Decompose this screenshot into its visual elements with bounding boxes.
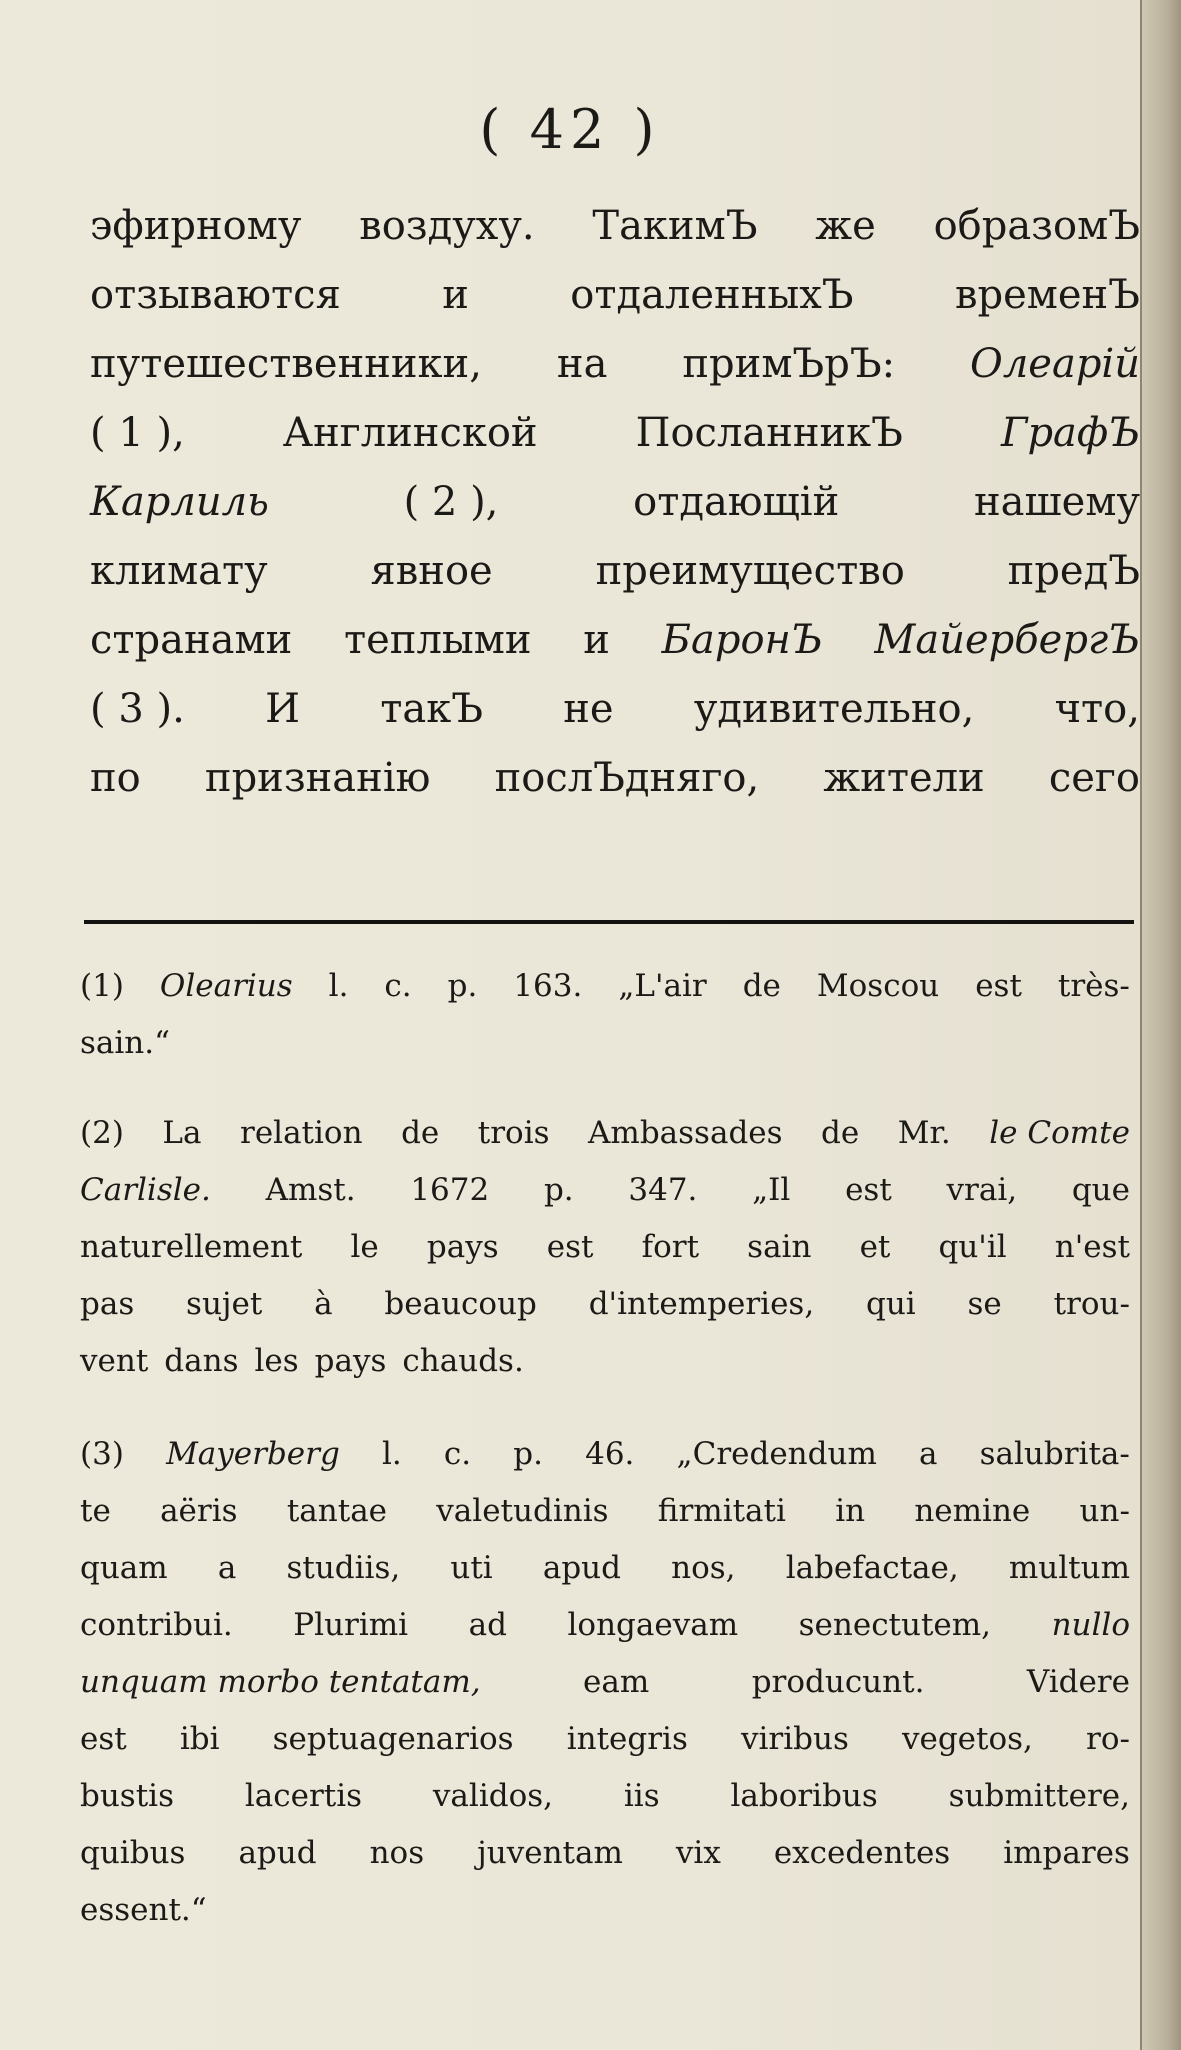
word: эфирному	[90, 203, 302, 249]
word: excedentes	[773, 1835, 951, 1871]
word: примЪрЪ:	[682, 341, 896, 387]
word: временЪ	[954, 272, 1140, 318]
word: vent	[80, 1343, 149, 1379]
word: нашему	[973, 479, 1140, 525]
word: bustis	[80, 1778, 174, 1814]
page-edge	[1140, 0, 1181, 2050]
word: lacertis	[244, 1778, 363, 1814]
word: 163.	[513, 968, 583, 1004]
word: 347.	[628, 1172, 698, 1208]
word: sain	[747, 1229, 812, 1265]
word: juventam	[477, 1835, 623, 1871]
word: странами	[90, 617, 293, 663]
word: multum	[1008, 1550, 1130, 1586]
word: Moscou	[816, 968, 940, 1004]
word: que	[1071, 1172, 1130, 1208]
word: 46.	[585, 1436, 635, 1472]
word: naturellement	[80, 1229, 303, 1265]
word: in	[835, 1493, 866, 1529]
word: est	[546, 1229, 594, 1265]
word: de	[821, 1115, 860, 1151]
text-line	[80, 1333, 1130, 1390]
word: теплыми	[344, 617, 532, 663]
text-line	[90, 468, 1140, 537]
word: impares	[1003, 1835, 1130, 1871]
word: beaucoup	[384, 1286, 537, 1322]
word: fort	[641, 1229, 700, 1265]
word: образомЪ	[933, 203, 1140, 249]
word: essent.“	[80, 1892, 207, 1928]
word: p.	[447, 968, 478, 1004]
word: же	[815, 203, 876, 249]
text-line	[80, 1483, 1130, 1540]
word: ПосланникЪ	[635, 410, 903, 456]
word: p.	[513, 1436, 543, 1472]
word: très-	[1057, 968, 1130, 1004]
word: „L'air	[618, 968, 707, 1004]
word: МайербергЪ	[874, 617, 1140, 663]
word: не	[563, 686, 614, 732]
word: и	[583, 617, 610, 663]
word: labefactae,	[785, 1550, 959, 1586]
word: ibi	[179, 1721, 220, 1757]
text-line	[90, 675, 1140, 744]
word: tantae	[286, 1493, 388, 1529]
word: firmitati	[657, 1493, 786, 1529]
text-line	[80, 958, 1130, 1015]
word: отдаленныхЪ	[570, 272, 854, 318]
word: quam	[80, 1550, 168, 1586]
text-line	[80, 1825, 1130, 1882]
word: nullo	[1051, 1607, 1130, 1643]
word: sujet	[186, 1286, 263, 1322]
word: (1)	[80, 968, 124, 1004]
word: 1672	[410, 1172, 490, 1208]
word: senectutem,	[798, 1607, 992, 1643]
word: te	[80, 1493, 111, 1529]
word: Карлиль	[90, 479, 269, 525]
word: „Il	[752, 1172, 791, 1208]
text-line	[80, 1426, 1130, 1483]
word: сего	[1048, 755, 1140, 801]
text-line	[90, 192, 1140, 261]
word: путешественники,	[90, 341, 482, 387]
word: и	[442, 272, 469, 318]
text-line	[90, 744, 1140, 813]
word: nos	[369, 1835, 425, 1871]
word: c.	[384, 968, 412, 1004]
word: et	[859, 1229, 891, 1265]
word: признанію	[204, 755, 431, 801]
word: климату	[90, 548, 268, 594]
word: pays	[314, 1343, 387, 1379]
word: „Credendum	[676, 1436, 877, 1472]
word: n'est	[1054, 1229, 1130, 1265]
word: такЪ	[380, 686, 483, 732]
word: de	[401, 1115, 440, 1151]
text-line	[80, 1105, 1130, 1162]
text-line	[80, 1768, 1130, 1825]
word: est	[80, 1721, 127, 1757]
footnote-3	[80, 1426, 1130, 1939]
word: (2)	[80, 1115, 124, 1151]
word: Англинской	[282, 410, 538, 456]
word: pays	[426, 1229, 499, 1265]
word: longaevam	[567, 1607, 739, 1643]
word: est	[845, 1172, 892, 1208]
word: Mayerberg	[166, 1436, 340, 1472]
text-line	[80, 1015, 1130, 1072]
text-line	[80, 1597, 1130, 1654]
word: pas	[80, 1286, 135, 1322]
word: Olearius	[159, 968, 293, 1004]
word: de	[742, 968, 781, 1004]
word: contribui.	[80, 1607, 233, 1643]
word: laboribus	[730, 1778, 878, 1814]
word: d'intemperies,	[588, 1286, 815, 1322]
word: relation	[240, 1115, 363, 1151]
word: est	[975, 968, 1022, 1004]
word: vegetos,	[901, 1721, 1033, 1757]
text-line	[90, 399, 1140, 468]
word: trou-	[1053, 1286, 1130, 1322]
word: ad	[468, 1607, 507, 1643]
word: chauds.	[402, 1343, 524, 1379]
word: Ambassades	[588, 1115, 783, 1151]
word: La	[162, 1115, 202, 1151]
word: жители	[823, 755, 985, 801]
word: на	[556, 341, 608, 387]
text-line	[80, 1276, 1130, 1333]
word: aëris	[160, 1493, 238, 1529]
word: apud	[238, 1835, 317, 1871]
word: le Comte	[989, 1115, 1130, 1151]
word: sain.“	[80, 1025, 170, 1061]
word: преимущество	[595, 548, 905, 594]
word: viribus	[740, 1721, 849, 1757]
word: à	[314, 1286, 333, 1322]
text-line	[80, 1219, 1130, 1276]
word: ( 3 ).	[90, 686, 185, 732]
text-line	[90, 261, 1140, 330]
word: studiis,	[286, 1550, 401, 1586]
word: Carlisle.	[80, 1172, 211, 1208]
word: qui	[865, 1286, 916, 1322]
text-line	[90, 537, 1140, 606]
text-line	[80, 1540, 1130, 1597]
main-text	[90, 192, 1140, 813]
word: nos,	[671, 1550, 736, 1586]
word: iis	[623, 1778, 660, 1814]
word: vix	[675, 1835, 721, 1871]
word: ro-	[1086, 1721, 1130, 1757]
word: ( 1 ),	[90, 410, 185, 456]
word: producunt.	[751, 1664, 925, 1700]
word: unquam morbo tentatam,	[80, 1664, 481, 1700]
word: a	[919, 1436, 938, 1472]
word: Videre	[1026, 1664, 1130, 1700]
word: vrai,	[946, 1172, 1018, 1208]
word: a	[217, 1550, 237, 1586]
text-line	[90, 330, 1140, 399]
word: l.	[328, 968, 349, 1004]
word: apud	[542, 1550, 621, 1586]
word: воздуху.	[359, 203, 535, 249]
word: послЪдняго,	[494, 755, 760, 801]
word: Plurimi	[293, 1607, 409, 1643]
word: Mr.	[897, 1115, 951, 1151]
text-line	[80, 1654, 1130, 1711]
word: удивительно,	[693, 686, 975, 732]
text-line	[80, 1882, 1130, 1939]
word: БаронЪ	[661, 617, 823, 663]
word: (3)	[80, 1436, 124, 1472]
word: предЪ	[1007, 548, 1140, 594]
word: validos,	[432, 1778, 554, 1814]
word: И	[265, 686, 300, 732]
word: un-	[1079, 1493, 1130, 1529]
word: dans	[164, 1343, 239, 1379]
word: salubrita-	[979, 1436, 1130, 1472]
word: ТакимЪ	[592, 203, 758, 249]
word: Amst.	[265, 1172, 356, 1208]
word: septuagenarios	[272, 1721, 514, 1757]
word: eam	[583, 1664, 650, 1700]
word: по	[90, 755, 141, 801]
text-line	[90, 606, 1140, 675]
word: trois	[477, 1115, 550, 1151]
word: quibus	[80, 1835, 186, 1871]
word: p.	[543, 1172, 574, 1208]
page-number: ( 42 )	[479, 98, 661, 161]
word: integris	[566, 1721, 688, 1757]
footnote-divider	[84, 920, 1134, 924]
footnote-1	[80, 958, 1130, 1072]
word: qu'il	[938, 1229, 1007, 1265]
word: отзываются	[90, 272, 341, 318]
footnote-2	[80, 1105, 1130, 1390]
word: valetudinis	[436, 1493, 609, 1529]
word: l.	[381, 1436, 402, 1472]
word: c.	[443, 1436, 472, 1472]
text-line	[80, 1162, 1130, 1219]
word: se	[967, 1286, 1002, 1322]
word: uti	[450, 1550, 493, 1586]
word: submittere,	[948, 1778, 1130, 1814]
word: ГрафЪ	[1000, 410, 1140, 456]
word: ( 2 ),	[403, 479, 499, 525]
word: les	[254, 1343, 299, 1379]
word: явное	[370, 548, 493, 594]
word: отдающій	[633, 479, 840, 525]
word: Олеарій	[970, 341, 1140, 387]
word: nemine	[914, 1493, 1031, 1529]
word: le	[350, 1229, 379, 1265]
text-line	[80, 1711, 1130, 1768]
word: что,	[1054, 686, 1140, 732]
